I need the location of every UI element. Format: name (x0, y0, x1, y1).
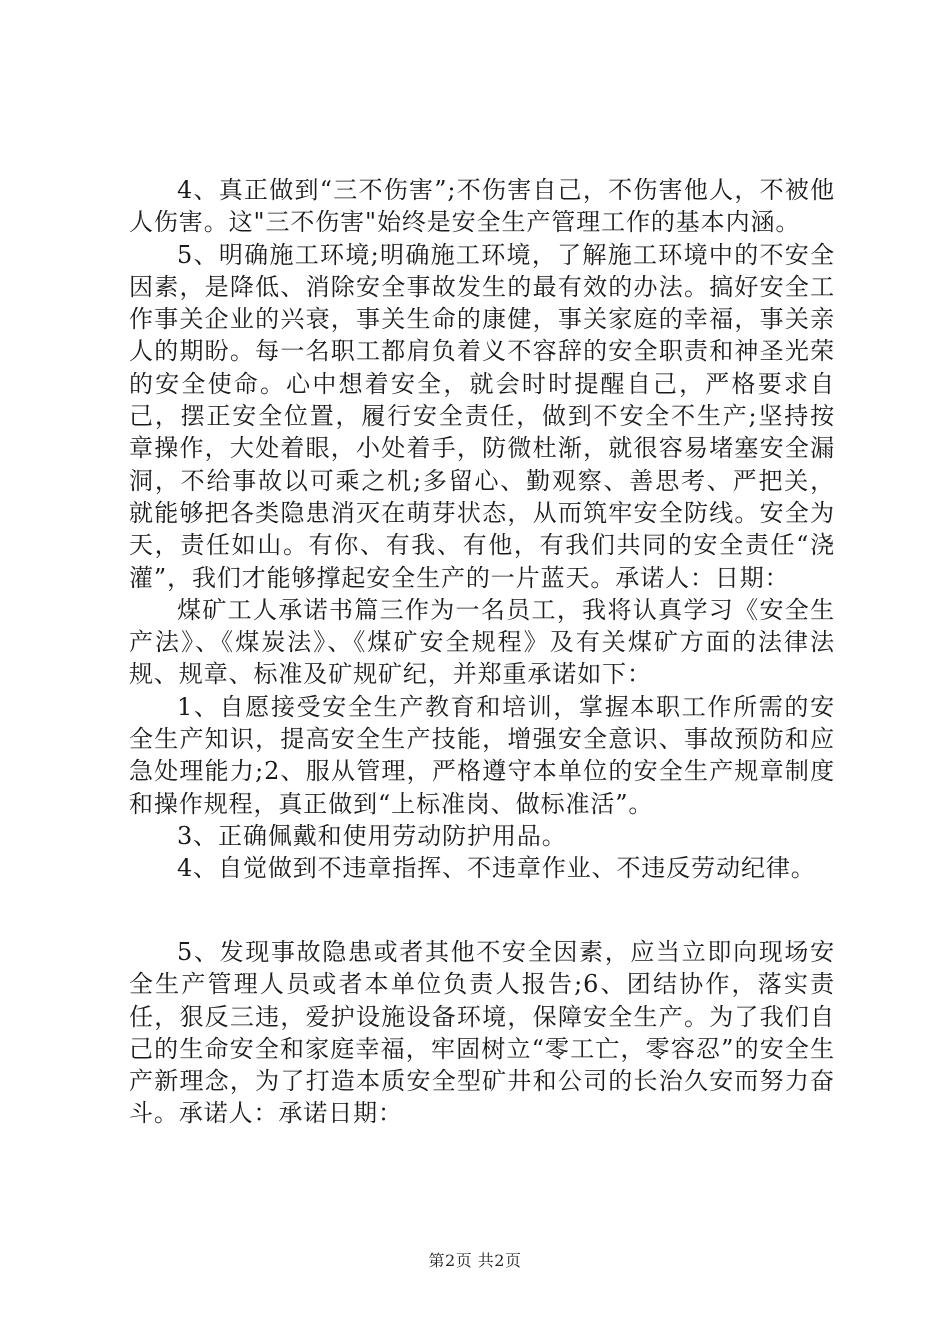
paragraph-pledge-part-three-intro: 煤矿工人承诺书篇三作为一名员工，我将认真学习《安全生产法》、《煤炭法》、《煤矿安全规程》及有关煤矿方面的法律法规、规章、标准及矿规矿纪，并郑重承诺如下： (129, 595, 835, 689)
paragraph-pledge-items-1-2: 1、自愿接受安全生产教育和培训，掌握本职工作所需的安全生产知识，提高安全生产技能，增强安全意识、事故预防和应急处理能力;2、服从管理，严格遵守本单位的安全生产规章制度和操作规程，真正做到“上标准岗、做标准活”。 (129, 692, 835, 818)
paragraph-item-5-work-environment: 5、明确施工环境;明确施工环境，了解施工环境中的不安全因素，是降低、消除安全事故发生的最有效的办法。搞好安全工作事关企业的兴衰，事关生命的康健，事关家庭的幸福，事关亲人的期盼。每一名职工都肩负着义不容辞的安全职责和神圣光荣的安全使命。心中想着安全，就会时时提醒自己，严格要求自己，摆正安全位置，履行安全责任，做到不安全不生产;坚持按章操作，大处着眼，小处着手，防微杜渐，就很容易堵塞安全漏洞，不给事故以可乘之机;多留心、勤观察、善思考、严把关，就能够把各类隐患消灭在萌芽状态，从而筑牢安全防线。安全为天，责任如山。有你、有我、有他，有我们共同的安全责任“浇灌”，我们才能够撑起安全生产的一片蓝天。承诺人：日期： (129, 240, 835, 592)
paragraph-pledge-items-5-6: 5、发现事故隐患或者其他不安全因素，应当立即向现场安全生产管理人员或者本单位负责人报告;6、团结协作，落实责任，狠反三违，爱护设施设备环境，保障安全生产。为了我们自己的生命安全和家庭幸福，牢固树立“零工亡，零容忍”的安全生产新理念，为了打造本质安全型矿井和公司的长治久安而努力奋斗。承诺人：承诺日期： (129, 938, 835, 1128)
page-number-footer: 第2页 共2页 (428, 1251, 522, 1270)
paragraph-pledge-item-4: 4、自觉做到不违章指挥、不违章作业、不违反劳动纪律。 (177, 854, 816, 883)
document-body (129, 174, 835, 885)
paragraph-pledge-item-3: 3、正确佩戴和使用劳动防护用品。 (177, 821, 567, 850)
paragraph-item-4-three-no-harm: 4、真正做到“三不伤害”;不伤害自己，不伤害他人，不被他人伤害。这"三不伤害"始终是安全生产管理工作的基本内涵。 (129, 176, 835, 237)
document-body-continued (129, 936, 835, 1130)
